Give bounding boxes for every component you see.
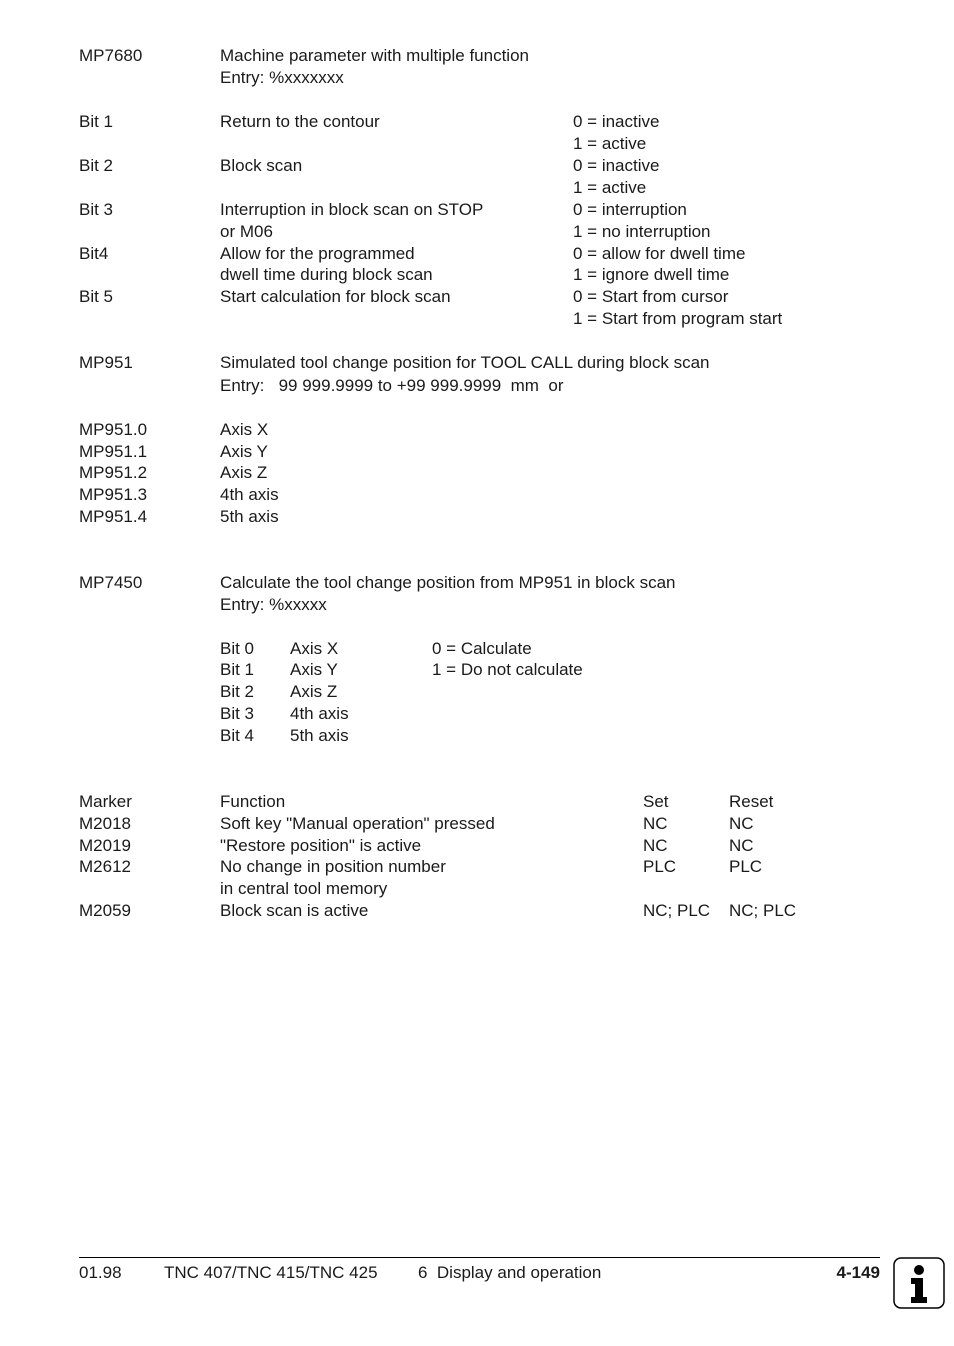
marker-reset: NC	[729, 836, 754, 855]
mp7450-title: Calculate the tool change position from MP951 in block scan	[220, 573, 676, 592]
mp951-axis-id: MP951.3	[79, 485, 148, 504]
mp7680-bit-value: 1 = Start from program start	[573, 309, 783, 328]
marker-set: NC	[643, 836, 668, 855]
mp7680-bit-label: Bit4	[79, 244, 109, 263]
mp951-title: Simulated tool change position for TOOL CALL during block scan	[220, 353, 710, 372]
mp7450-bit-label: Bit 2	[220, 682, 255, 701]
marker-function: No change in position number	[220, 857, 446, 876]
footer-rule	[79, 1257, 880, 1258]
mp7680-bit-desc: Allow for the programmed	[220, 244, 415, 263]
mp7680-entry: Entry: %xxxxxxx	[220, 68, 344, 87]
mp7450-bit-axis: Axis Z	[290, 682, 338, 701]
mp951-axis-id: MP951.0	[79, 420, 148, 439]
marker-reset: NC; PLC	[729, 901, 797, 920]
mp7680-bit-desc: Interruption in block scan on STOP	[220, 200, 484, 219]
marker-id: M2612	[79, 857, 131, 876]
marker-reset: NC	[729, 814, 754, 833]
mp7450-entry: Entry: %xxxxx	[220, 595, 327, 614]
page-number: 4-149	[836, 1263, 880, 1282]
mp7680-bit-value: 0 = allow for dwell time	[573, 244, 746, 263]
mp7680-bit-label: Bit 5	[79, 287, 114, 306]
mp951-entry: Entry: 99 999.9999 to +99 999.9999 mm or	[220, 376, 564, 395]
marker-header-reset: Reset	[729, 792, 774, 811]
marker-set: PLC	[643, 857, 677, 876]
mp7450-id: MP7450	[79, 573, 143, 592]
mp951-id: MP951	[79, 353, 133, 372]
mp7450-bit-label: Bit 3	[220, 704, 255, 723]
marker-header-set: Set	[643, 792, 669, 811]
mp7680-bit-value: 0 = inactive	[573, 156, 660, 175]
mp7450-bit-axis: 4th axis	[290, 704, 349, 723]
mp951-axis-id: MP951.1	[79, 442, 148, 461]
mp7450-bit-axis: 5th axis	[290, 726, 349, 745]
mp7680-bit-label: Bit 2	[79, 156, 114, 175]
marker-header-marker: Marker	[79, 792, 132, 811]
marker-function: Block scan is active	[220, 901, 369, 920]
mp7680-bit-value: 0 = interruption	[573, 200, 687, 219]
mp7680-bit-desc: Block scan	[220, 156, 303, 175]
footer-model: TNC 407/TNC 415/TNC 425	[164, 1263, 378, 1282]
mp7450-bit-value: 0 = Calculate	[432, 639, 532, 658]
marker-function: "Restore position" is active	[220, 836, 422, 855]
marker-set: NC	[643, 814, 668, 833]
marker-id: M2019	[79, 836, 131, 855]
mp951-axis-label: Axis Z	[220, 463, 268, 482]
mp951-axis-id: MP951.4	[79, 507, 148, 526]
marker-function: Soft key "Manual operation" pressed	[220, 814, 495, 833]
mp7450-bit-label: Bit 1	[220, 660, 255, 679]
mp7450-bit-label: Bit 4	[220, 726, 255, 745]
mp7680-bit-label: Bit 3	[79, 200, 114, 219]
mp951-axis-label: Axis X	[220, 420, 269, 439]
mp7680-bit-value: 1 = active	[573, 178, 647, 197]
marker-reset: PLC	[729, 857, 763, 876]
mp7680-bit-value: 1 = ignore dwell time	[573, 265, 730, 284]
marker-header-function: Function	[220, 792, 286, 811]
marker-set: NC; PLC	[643, 901, 711, 920]
marker-function: in central tool memory	[220, 879, 388, 898]
marker-id: M2018	[79, 814, 131, 833]
mp7680-bit-value: 1 = no interruption	[573, 222, 711, 241]
mp7680-bit-desc: Return to the contour	[220, 112, 380, 131]
mp7680-bit-value: 0 = inactive	[573, 112, 660, 131]
mp7680-id: MP7680	[79, 46, 143, 65]
mp7680-bit-label: Bit 1	[79, 112, 114, 131]
mp7680-bit-desc: or M06	[220, 222, 273, 241]
mp7680-title: Machine parameter with multiple function	[220, 46, 529, 65]
mp951-axis-label: Axis Y	[220, 442, 268, 461]
mp7450-bit-value: 1 = Do not calculate	[432, 660, 583, 679]
mp7450-bit-axis: Axis X	[290, 639, 339, 658]
footer-chapter: 6 Display and operation	[418, 1263, 602, 1282]
mp7450-bit-label: Bit 0	[220, 639, 255, 658]
marker-id: M2059	[79, 901, 131, 920]
mp7450-bit-axis: Axis Y	[290, 660, 338, 679]
footer-date: 01.98	[79, 1263, 122, 1282]
mp7680-bit-desc: Start calculation for block scan	[220, 287, 451, 306]
mp7680-bit-desc: dwell time during block scan	[220, 265, 433, 284]
mp7680-bit-value: 0 = Start from cursor	[573, 287, 729, 306]
mp951-axis-id: MP951.2	[79, 463, 148, 482]
mp7680-bit-value: 1 = active	[573, 134, 647, 153]
mp951-axis-label: 4th axis	[220, 485, 279, 504]
info-icon[interactable]	[893, 1257, 945, 1309]
mp951-axis-label: 5th axis	[220, 507, 279, 526]
